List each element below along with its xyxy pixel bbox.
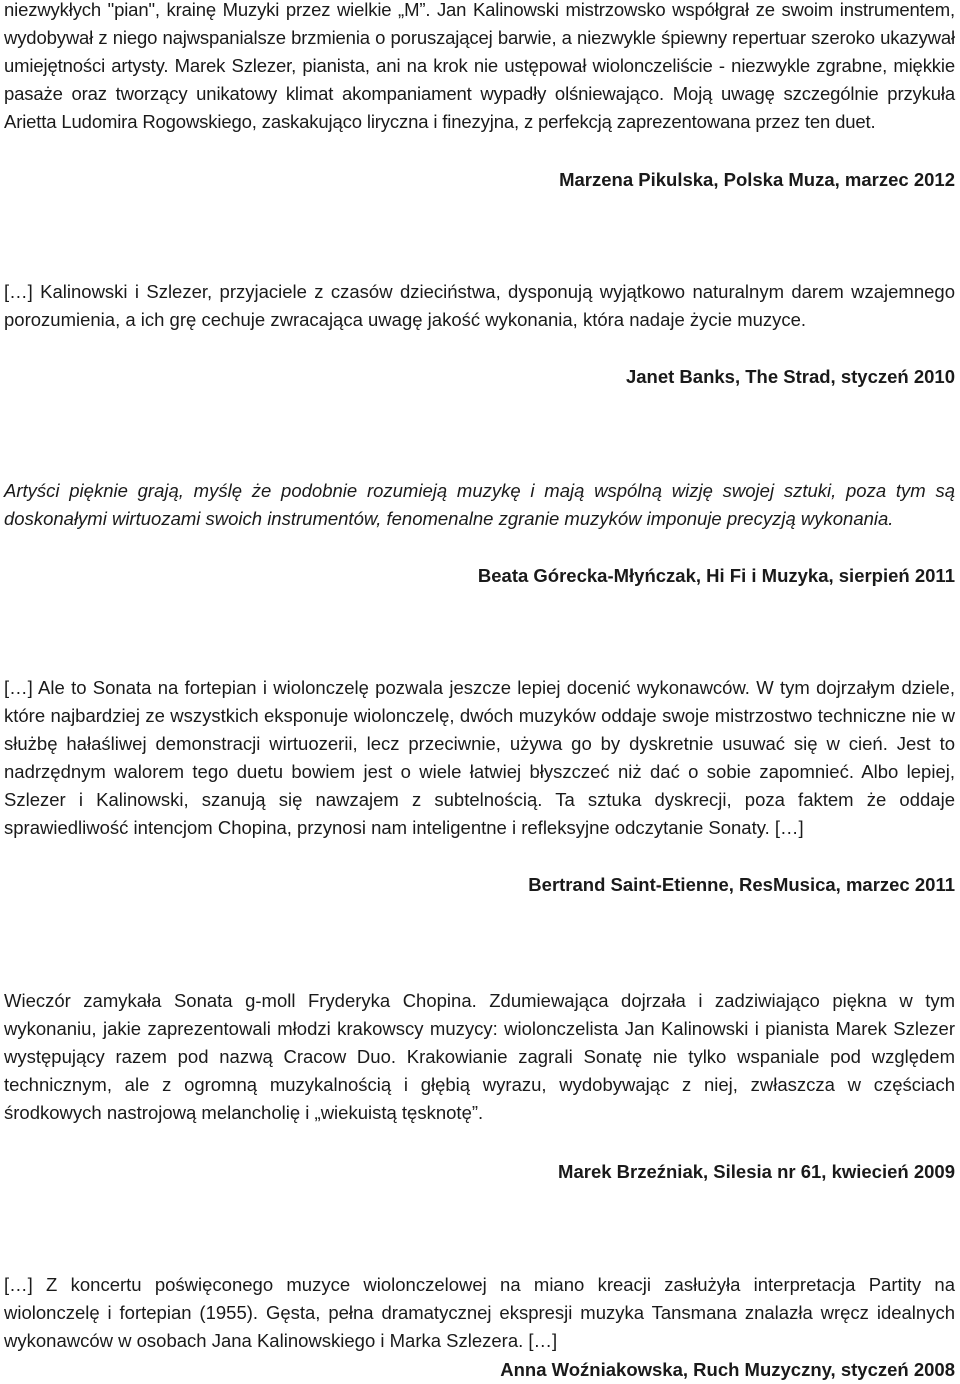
review-text-3: Artyści pięknie grają, myślę że podobnie rozumieją muzykę i mają wspólną wizję swojej sztuki, poza tym są doskonałymi wirtuozami swoich instrumentów, fenomenalne zgranie muzyków imponuje precyzją wykonania. <box>4 480 955 529</box>
review-attribution-1: Marzena Pikulska, Polska Muza, marzec 2012 <box>559 169 955 190</box>
review-attribution-6: Anna Woźniakowska, Ruch Muzyczny, styczeń 2008 <box>500 1359 955 1380</box>
review-text-6: […] Z koncertu poświęconego muzyce wiolonczelowej na miano kreacji zasłużyła interpretacja Partity na wiolonczelę i fortepian (1955). Gęsta, pełna dramatycznej ekspresji muzyka Tansmana znalazła wręcz idealnych wykonawców w osobach Jana Kalinowskiego i Marka Szlezera. […] <box>4 1274 955 1351</box>
review-text-4: […] Ale to Sonata na fortepian i wiolonczelę pozwala jeszcze lepiej docenić wykonawców. W tym dojrzałym dziele, które najbardziej ze wszystkich eksponuje wiolonczelę, dwóch muzyków oddaje swoje mistrzostwo techniczne nie w służbę hałaśliwej demonstracji wirtuozerii, lecz przeciwnie, używa go by dyskretnie usuwać się w cień. Jest to nadrzędnym walorem tego duetu bowiem jest o wiele łatwiej błyszczeć niż dać o sobie zapomnieć. Albo lepiej, Szlezer i Kalinowski, szanują się nawzajem z subtelnością. Ta sztuka dyskrecji, poza faktem że oddaje sprawiedliwość intencjom Chopina, przynosi nam inteligentne i refleksyjne odczytanie Sonaty. […] <box>4 677 955 838</box>
review-attribution-4: Bertrand Saint-Etienne, ResMusica, marzec 2011 <box>528 874 955 895</box>
review-text-1: niezwykłych "pian", krainę Muzyki przez wielkie „M”. Jan Kalinowski mistrzowsko współgrał ze swoim instrumentem, wydobywał z niego najwspanialsze brzmienia o poruszającej barwie, a niezwykle śpiewny repertuar szeroko ukazywał umiejętności artysty. Marek Szlezer, pianista, ani na krok nie ustępował wiolonczeliście - niezwykle zgrabne, miękkie pasaże oraz tworzący unikatowy klimat akompaniament wypadły olśniewająco. Moją uwagę szczególnie przykuła Arietta Ludomira Rogowskiego, zaskakująco liryczna i finezyjna, z perfekcją zaprezentowana przez ten duet. <box>4 0 955 132</box>
review-attribution-5: Marek Brzeźniak, Silesia nr 61, kwiecień 2009 <box>558 1161 955 1182</box>
review-attribution-3: Beata Górecka-Młyńczak, Hi Fi i Muzyka, sierpień 2011 <box>477 565 955 586</box>
review-text-5: Wieczór zamykała Sonata g-moll Fryderyka Chopina. Zdumiewająca dojrzała i zadziwiająco piękna w tym wykonaniu, jakie zaprezentowali młodzi krakowscy muzycy: wiolonczelista Jan Kalinowski i pianista Marek Szlezer występujący razem pod nazwą Cracow Duo. Krakowianie zagrali Sonatę nie tylko wspaniale pod względem technicznym, ale z ogromną muzykalnością i głębią wyrazu, wydobywając z niej, zwłaszcza w częściach środkowych nastrojową melancholię i „wiekuistą tęsknotę”. <box>4 990 955 1123</box>
review-text-2: […] Kalinowski i Szlezer, przyjaciele z czasów dzieciństwa, dysponują wyjątkowo naturalnym darem wzajemnego porozumienia, a ich grę cechuje zwracająca uwagę jakość wykonania, która nadaje życie muzyce. <box>4 281 955 330</box>
review-attribution-2: Janet Banks, The Strad, styczeń 2010 <box>625 366 955 387</box>
